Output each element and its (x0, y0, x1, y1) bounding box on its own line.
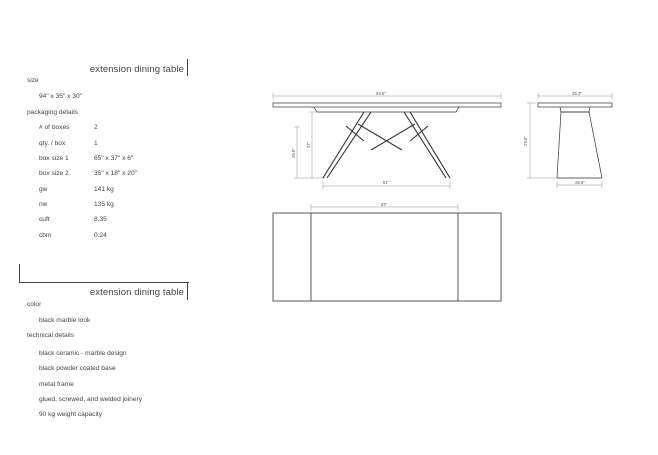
row-value: 135 kg (94, 201, 114, 208)
front-legs (323, 112, 450, 178)
front-apron (314, 107, 459, 112)
side-apron (560, 107, 590, 112)
list-item: glued, screwed, and welded joinery (39, 396, 142, 403)
color-value: black marble look (39, 317, 91, 324)
list-item: 90 kg weight capacity (39, 411, 103, 418)
label-leg-span: 51" (382, 180, 390, 185)
row-value: 8.35 (94, 216, 107, 223)
list-item: black ceramic - marble design (39, 350, 127, 357)
size-value: 94" x 35" x 30" (39, 93, 82, 100)
front-tabletop (273, 103, 501, 107)
side-tabletop (538, 103, 612, 107)
front-view (273, 93, 501, 189)
row-value: 0.24 (94, 232, 107, 239)
top-view (273, 204, 501, 301)
label-top-center: 63" (380, 202, 388, 207)
dim-front-width (273, 93, 501, 99)
color-label: color (27, 301, 42, 308)
technical-label: technical details (27, 332, 74, 339)
sheet2-title: extension dining table (89, 287, 184, 298)
size-label: size (27, 77, 39, 84)
side-view (527, 93, 612, 188)
label-side-height: 29.8" (523, 136, 528, 146)
label-front-height: 29.8" (291, 148, 296, 158)
dim-front-height (294, 127, 325, 178)
row-value: 141 kg (94, 186, 114, 193)
top-outline (273, 213, 501, 301)
label-side-base: 28.9" (575, 180, 585, 185)
row-label: qty. / box (39, 140, 66, 147)
row-label: box size 2 (39, 170, 69, 177)
row-value: 65" x 37" x 6" (94, 155, 134, 162)
list-item: black powder coated base (39, 365, 116, 372)
label-leg-height: 27" (306, 141, 311, 149)
label-front-width: 94.5" (376, 91, 386, 96)
label-side-width: 35.3" (572, 91, 582, 96)
row-label: cbm (39, 232, 52, 239)
list-item: metal frame (39, 381, 74, 388)
row-value: 35" x 18" x 20" (94, 170, 137, 177)
dim-side-height (527, 103, 556, 178)
row-label: box size 1 (39, 155, 69, 162)
row-label: cuft (39, 216, 50, 223)
side-pedestal (557, 112, 602, 178)
sheet1-title: extension dining table (89, 64, 184, 75)
row-value: 1 (94, 140, 98, 147)
row-label: gw (39, 186, 48, 193)
packaging-label: packaging details (27, 109, 78, 116)
row-label: # of boxes (39, 124, 70, 131)
row-value: 2 (94, 124, 98, 131)
row-label: nw (39, 201, 48, 208)
